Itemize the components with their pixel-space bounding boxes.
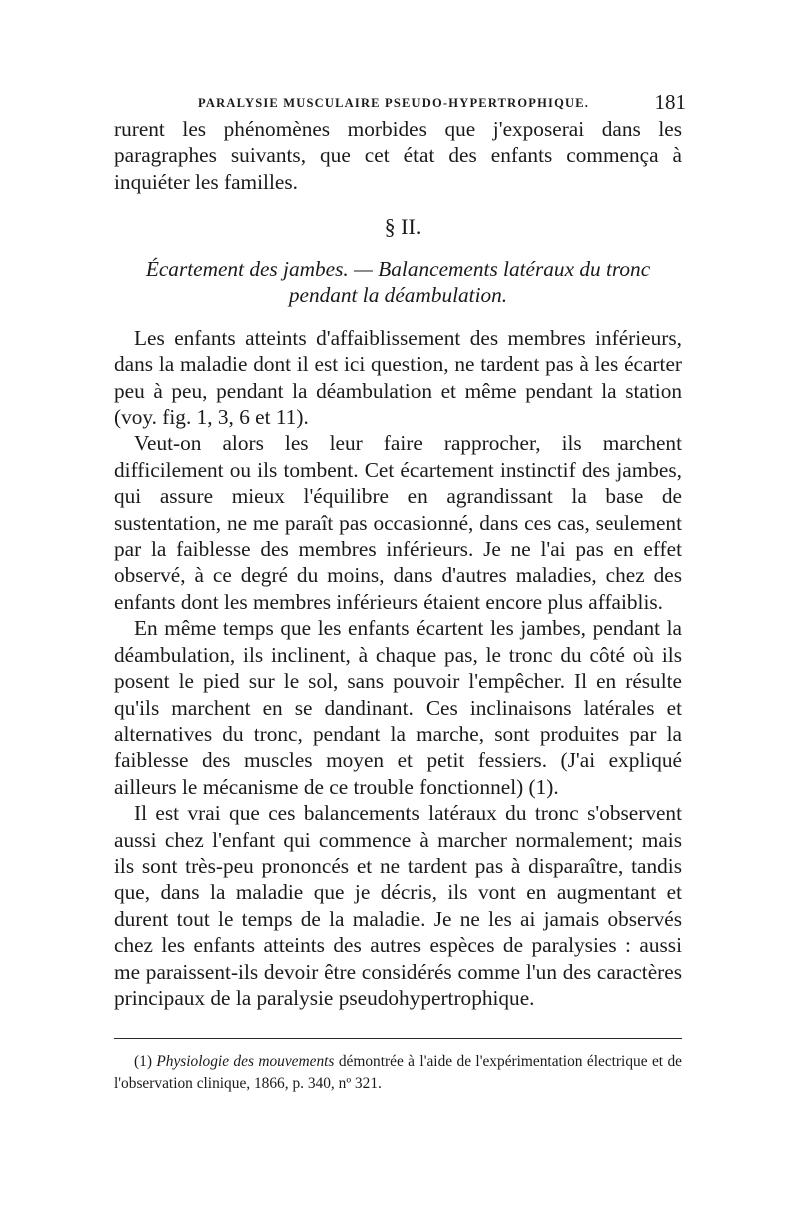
section-title xyxy=(114,256,682,309)
section-title-line-2: pendant la déambulation. xyxy=(288,283,508,308)
main-text xyxy=(114,116,682,1011)
paragraph-4: Il est vrai que ces balancements latéraux du tronc s'observent aussi chez l'enfant qui commence à marcher normalement; mais ils sont très-peu prononcés et ne tardent pas à disparaître, tandis que, dans la maladie que je décris, ils vont en augmentant et durent tout le temps de la maladie. Je ne les ai jamais observés chez les enfants atteints des autres espèces de paralysies : aussi me paraissent-ils devoir être considérés comme l'un des caractères principaux de la paralysie pseudohypertrophique. xyxy=(114,801,682,1010)
section-number: § II. xyxy=(384,214,422,240)
footnote-marker: (1) xyxy=(134,1053,152,1071)
footnote-text: démontrée à l'aide de l'expérimentation électrique et de l'observation clinique, 1866, p. 340, nº 321. xyxy=(114,1053,682,1092)
page-number: 181 xyxy=(654,90,686,114)
footnote-work-title: Physiologie des mouvements xyxy=(156,1053,335,1071)
paragraph-3: En même temps que les enfants écartent les jambes, pendant la déambulation, ils inclinent, à chaque pas, le tronc du côté où ils posent le pied sur le sol, sans pouvoir l'empêcher. Il en résulte qu'ils marchent en se dandinant. Ces inclinaisons latérales et alternatives du tronc, pendant la marche, sont produites par la faiblesse des muscles moyen et petit fessiers. (J'ai expliqué ailleurs le mécanisme de ce trouble fonctionnel) (1). xyxy=(114,616,682,799)
footnote xyxy=(114,1051,682,1094)
footnote-divider xyxy=(114,1038,682,1039)
running-title: PARALYSIE MUSCULAIRE PSEUDO-HYPERTROPHIQUE. xyxy=(198,96,590,110)
book-page xyxy=(114,86,686,1094)
section-title-line-1: Écartement des jambes. — Balancements latéraux du tronc xyxy=(145,256,651,281)
paragraph-2: Veut-on alors les leur faire rapprocher, ils marchent difficilement ou ils tombent. Cet écartement instinctif des jambes, qui assure mieux l'équilibre en agrandissant la base de sustentation, ne me paraît pas occasionné, dans ces cas, seulement par la faiblesse des membres inférieurs. Je ne l'ai pas en effet observé, à ce degré du moins, dans d'autres maladies, chez des enfants dont les membres inférieurs étaient encore plus affaiblis. xyxy=(114,431,682,614)
paragraph-1: Les enfants atteints d'affaiblissement des membres inférieurs, dans la maladie dont il est ici question, ne tardent pas à les écarter peu à peu, pendant la déambulation et même pendant la station (voy. fig. 1, 3, 6 et 11). xyxy=(114,325,682,430)
running-head xyxy=(114,86,686,116)
paragraph-continued: rurent les phénomènes morbides que j'exposerai dans les paragraphes suivants, que cet état des enfants commença à inquiéter les familles. xyxy=(114,117,682,194)
